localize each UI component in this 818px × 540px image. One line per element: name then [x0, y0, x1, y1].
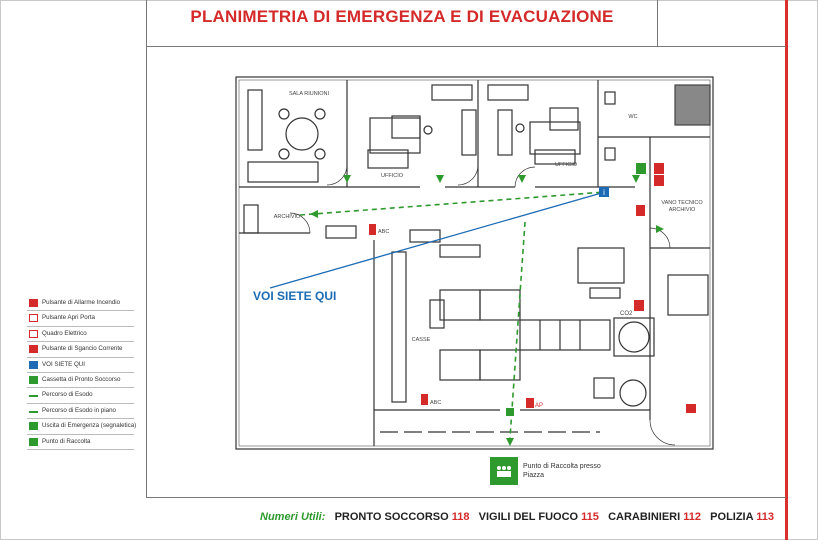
first-aid-icon — [29, 376, 38, 384]
assembly-point-icon — [29, 438, 38, 446]
fire-alarm-icon — [686, 404, 696, 413]
power-cutoff-icon — [654, 175, 664, 186]
legend-item: Uscita di Emergenza (segnaletica) — [27, 419, 134, 434]
extinguisher-icon — [369, 224, 376, 235]
you-are-here-icon — [29, 361, 38, 369]
legend-item: Percorso di Esodo — [27, 388, 134, 403]
useful-numbers-label: Numeri Utili: — [260, 511, 326, 523]
room-label-sala: SALA RIUNIONI — [288, 91, 330, 97]
room-label-ufficio-1: UFFICIO — [381, 173, 403, 179]
legend-item: Pulsante Apri Porta — [27, 311, 134, 326]
fire-alarm-icon — [654, 163, 664, 174]
extinguisher-label: ABC — [378, 229, 390, 235]
legend-item: Percorso di Esodo in piano — [27, 404, 134, 419]
fire-alarm-icon — [636, 205, 645, 216]
fire-alarm-icon — [29, 299, 38, 307]
legend-item: Quadro Elettrico — [27, 327, 134, 342]
extinguisher-icon — [421, 394, 428, 405]
legend-item: Pulsante di Sgancio Corrente — [27, 342, 134, 357]
power-cutoff-icon — [29, 345, 38, 353]
ap-label: AP — [535, 403, 544, 409]
legend-item: Punto di Raccolta — [27, 435, 134, 450]
fire-alarm-icon — [526, 398, 534, 408]
dashed-route-icon — [29, 395, 38, 397]
electric-panel-icon — [29, 330, 38, 338]
emergency-exit-icon — [29, 422, 38, 430]
useful-numbers: Numeri Utili: PRONTO SOCCORSO 118 VIGILI DEL FUOCO 115 CARABINIERI 112 POLIZIA 113 — [260, 511, 774, 523]
arrow-route-icon — [29, 411, 38, 413]
ap-door-icon — [29, 314, 38, 322]
extinguisher-label: ABC — [430, 400, 442, 406]
legend-item: Pulsante di Allarme Incendio — [27, 296, 134, 311]
assembly-point-label: Punto di Raccolta presso Piazza — [523, 463, 601, 479]
room-label-vano-tecnico: VANO TECNICO — [661, 200, 703, 206]
legend — [27, 296, 137, 450]
room-label-wc: WC — [628, 114, 638, 120]
outer-wall — [236, 77, 713, 449]
room-label-archivio: ARCHIVIO — [273, 214, 301, 220]
room-label-vano-archivio: ARCHIVIO — [668, 207, 696, 213]
you-are-here-pointer — [270, 192, 605, 288]
svg-text:i: i — [603, 188, 605, 197]
page-title: PLANIMETRIA DI EMERGENZA E DI EVACUAZIONE — [190, 7, 614, 26]
legend-item: VOI SIETE QUI — [27, 358, 134, 373]
you-are-here-label: VOI SIETE QUI — [253, 289, 337, 303]
co2-label: CO2 — [620, 311, 633, 317]
legend-item: Cassetta di Pronto Soccorso — [27, 373, 134, 388]
extinguisher-icon — [634, 300, 644, 311]
emergency-exit-icon — [506, 408, 514, 416]
room-label-casse: CASSE — [411, 337, 431, 343]
room-label-ufficio-2: UFFICIO — [555, 162, 577, 168]
first-aid-icon — [636, 163, 646, 174]
